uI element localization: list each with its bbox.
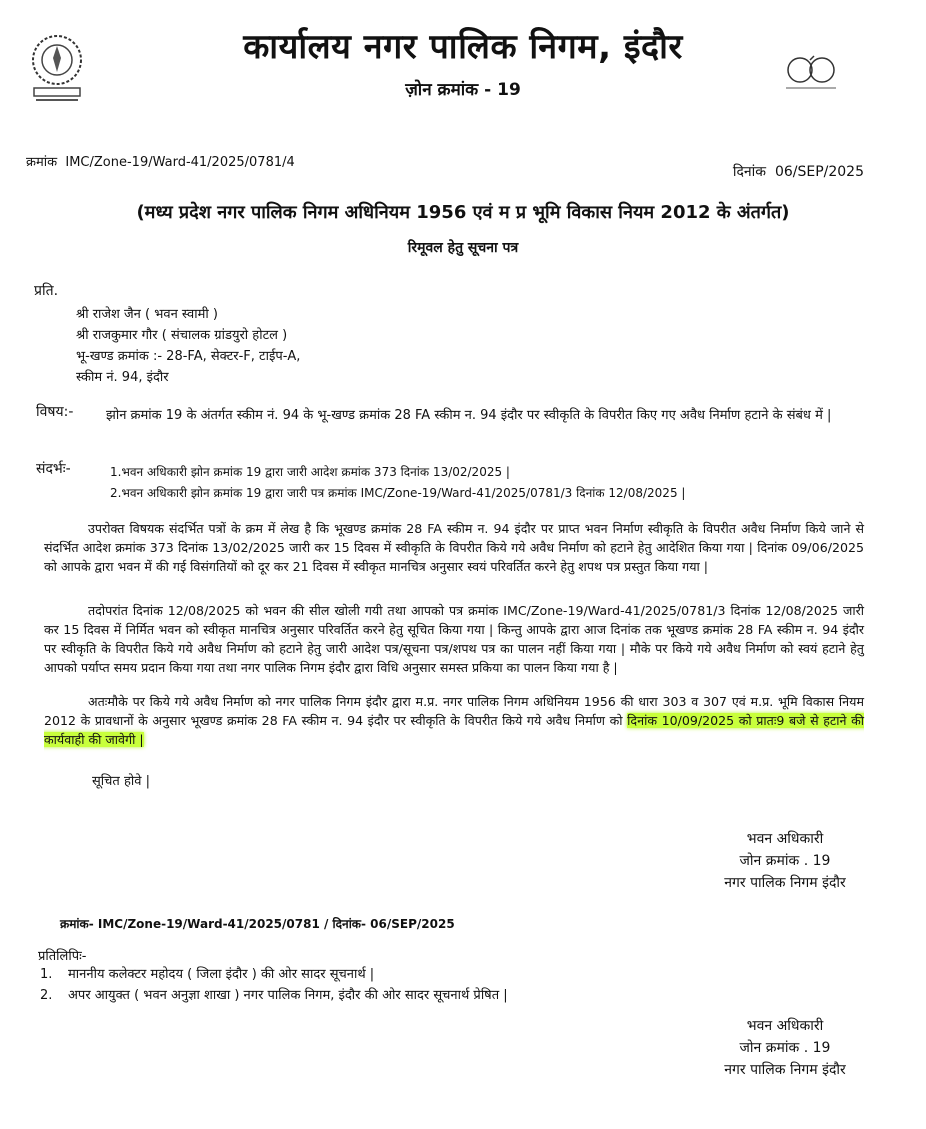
recipient-label: प्रति. xyxy=(34,283,59,299)
subject-label: विषय:- xyxy=(36,404,74,420)
copy-reference: क्रमांक- IMC/Zone-19/Ward-41/2025/0781 / दिनांक- 06/SEP/2025 xyxy=(60,917,455,931)
recipient-line: श्री राजेश जैन ( भवन स्वामी ) xyxy=(76,307,218,322)
reference-item: 2.भवन अधिकारी झोन क्रमांक 19 द्वारा जारी पत्र क्रमांक IMC/Zone-19/Ward-41/2025/0781/3 दिनांक 12/08/2025 | xyxy=(110,486,686,500)
paragraph-text: तदोपरांत दिनांक 12/08/2025 को भवन की सील खोली गयी तथा आपको पत्र क्रमांक IMC/Zone-19/Ward-41/2025/0781/3 दिनांक 12/08/2025 जारी कर 15 दिवस में निर्मित भवन को स्वीकृत मानचित्र अनुसार परिवर्तित करने हेतु सूचित किया गया | किन्तु आपके द्वारा आज दिनांक तक भूखण्ड क्रमांक 28 FA स्कीम न. 94 इंदौर पर स्वीकृति के विपरीत किये गये अवैध निर्माण को हटाने हेतु जारी आदेश पत्र/सूचना पत्र/शपथ पत्र का पालन नहीं किया गया | मौके पर किये गये अवैध निर्माण को स्वयं हटाने हेतु आपको पर्याप्त समय प्रदान किया गया तथा नगर पालिक निगम इंदौर द्वारा विधि अनुसार समस्त प्रकिया का पालन किया गया है | xyxy=(44,603,864,675)
highlighted-action-date: दिनांक 10/09/2025 को प्रातः9 बजे से हटाने की कार्यवाही की जावेगी | xyxy=(44,713,864,747)
subject-text: झोन क्रमांक 19 के अंतर्गत स्कीम नं. 94 के भू-खण्ड क्रमांक 28 FA स्कीम न. 94 इंदौर पर स्वीकृति के विपरीत किए गए अवैध निर्माण हटाने के संबंध में | xyxy=(106,408,832,423)
zone-number: ज़ोन क्रमांक - 19 xyxy=(405,80,521,100)
letter-date xyxy=(733,162,864,181)
body-paragraph-2 xyxy=(44,601,864,677)
body-paragraph-3 xyxy=(44,692,864,749)
signature-block-2 xyxy=(690,1015,880,1081)
copy-item-number: 1. xyxy=(40,967,53,982)
copy-item xyxy=(40,964,508,985)
ref-label: क्रमांक xyxy=(26,155,58,170)
copy-item xyxy=(40,985,508,1006)
copy-item-text: अपर आयुक्त ( भवन अनुज्ञा शाखा ) नगर पालिक निगम, इंदौर की ओर सादर सूचनार्थ प्रेषित | xyxy=(68,988,508,1003)
copy-label: प्रतिलिपिः- xyxy=(38,949,87,964)
recipient-address xyxy=(76,304,300,388)
copy-item-text: माननीय कलेक्टर महोदय ( जिला इंदौर ) की ओर सादर सूचनार्थ | xyxy=(68,967,375,982)
recipient-line: भू-खण्ड क्रमांक :- 28-FA, सेक्टर-F, टाईप-A, xyxy=(76,349,301,364)
signatory-office: नगर पालिक निगम इंदौर xyxy=(724,1062,846,1078)
paragraph-text: उपरोक्त विषयक संदर्भित पत्रों के क्रम में लेख है कि भूखण्ड क्रमांक 28 FA स्कीम न. 94 इंदौर पर प्राप्त भवन निर्माण स्वीकृति के विपरीत अवैध निर्माण किये जाने से संदर्भित आदेश क्रमांक 373 दिनांक 13/02/2025 जारी कर 15 दिवस में स्वीकृति के विपरीत किये गये अवैध निर्माण को हटाने हेतु आदेशित किया गया | दिनांक 09/06/2025 को आपके द्वारा भवन में की गई विसंगतियों को दूर कर 21 दिवस में स्वीकृत मानचित्र अनुसार स्वयं परिवर्तित करने हेतु शपथ पत्र प्रस्तुत किया गया | xyxy=(44,521,864,574)
signatory-title: भवन अधिकारी xyxy=(746,831,824,847)
notice-title: रिमूवल हेतु सूचना पत्र xyxy=(407,240,519,256)
reference-item: 1.भवन अधिकारी झोन क्रमांक 19 द्वारा जारी आदेश क्रमांक 373 दिनांक 13/02/2025 | xyxy=(110,465,510,479)
references-label: संदर्भः- xyxy=(36,461,71,477)
ref-number: IMC/Zone-19/Ward-41/2025/0781/4 xyxy=(65,155,295,170)
signature-block xyxy=(690,828,880,894)
swachh-bharat-logo-icon xyxy=(780,52,842,92)
body-paragraph-1 xyxy=(44,519,864,576)
copy-list xyxy=(40,964,508,1006)
letter-reference xyxy=(26,152,295,170)
date-value: 06/SEP/2025 xyxy=(774,164,864,180)
office-title: कार्यालय नगर पालिक निगम, इंदौर xyxy=(243,27,683,67)
signatory-zone: जोन क्रमांक . 19 xyxy=(739,853,831,869)
recipient-line: श्री राजकुमार गौर ( संचालक ग्रांडयुरो होटल ) xyxy=(76,328,288,343)
recipient-line: स्कीम नं. 94, इंदौर xyxy=(76,370,169,385)
closing-note: सूचित होवे | xyxy=(92,774,150,789)
signatory-office: नगर पालिक निगम इंदौर xyxy=(724,875,846,891)
date-label: दिनांक xyxy=(732,164,767,180)
references-list xyxy=(110,462,870,504)
paragraph-text: अतःमौके पर किये गये अवैध निर्माण को नगर पालिक निगम इंदौर द्वारा म.प्र. नगर पालिक निगम अधिनियम 1956 की धारा 303 व 307 एवं म.प्र. भूमि विकास नियम 2012 के प्रावधानों के अनुसार भूखण्ड क्रमांक 28 FA स्कीम न. 94 इंदौर पर स्वीकृति के विपरीत किये गये अवैध निर्माण को xyxy=(44,694,864,728)
signatory-zone: जोन क्रमांक . 19 xyxy=(739,1040,831,1056)
act-subheading: (मध्य प्रदेश नगर पालिक निगम अधिनियम 1956 एवं म प्र भूमि विकास नियम 2012 के अंतर्गत) xyxy=(136,202,790,223)
signatory-title: भवन अधिकारी xyxy=(746,1018,824,1034)
copy-item-number: 2. xyxy=(40,988,53,1003)
